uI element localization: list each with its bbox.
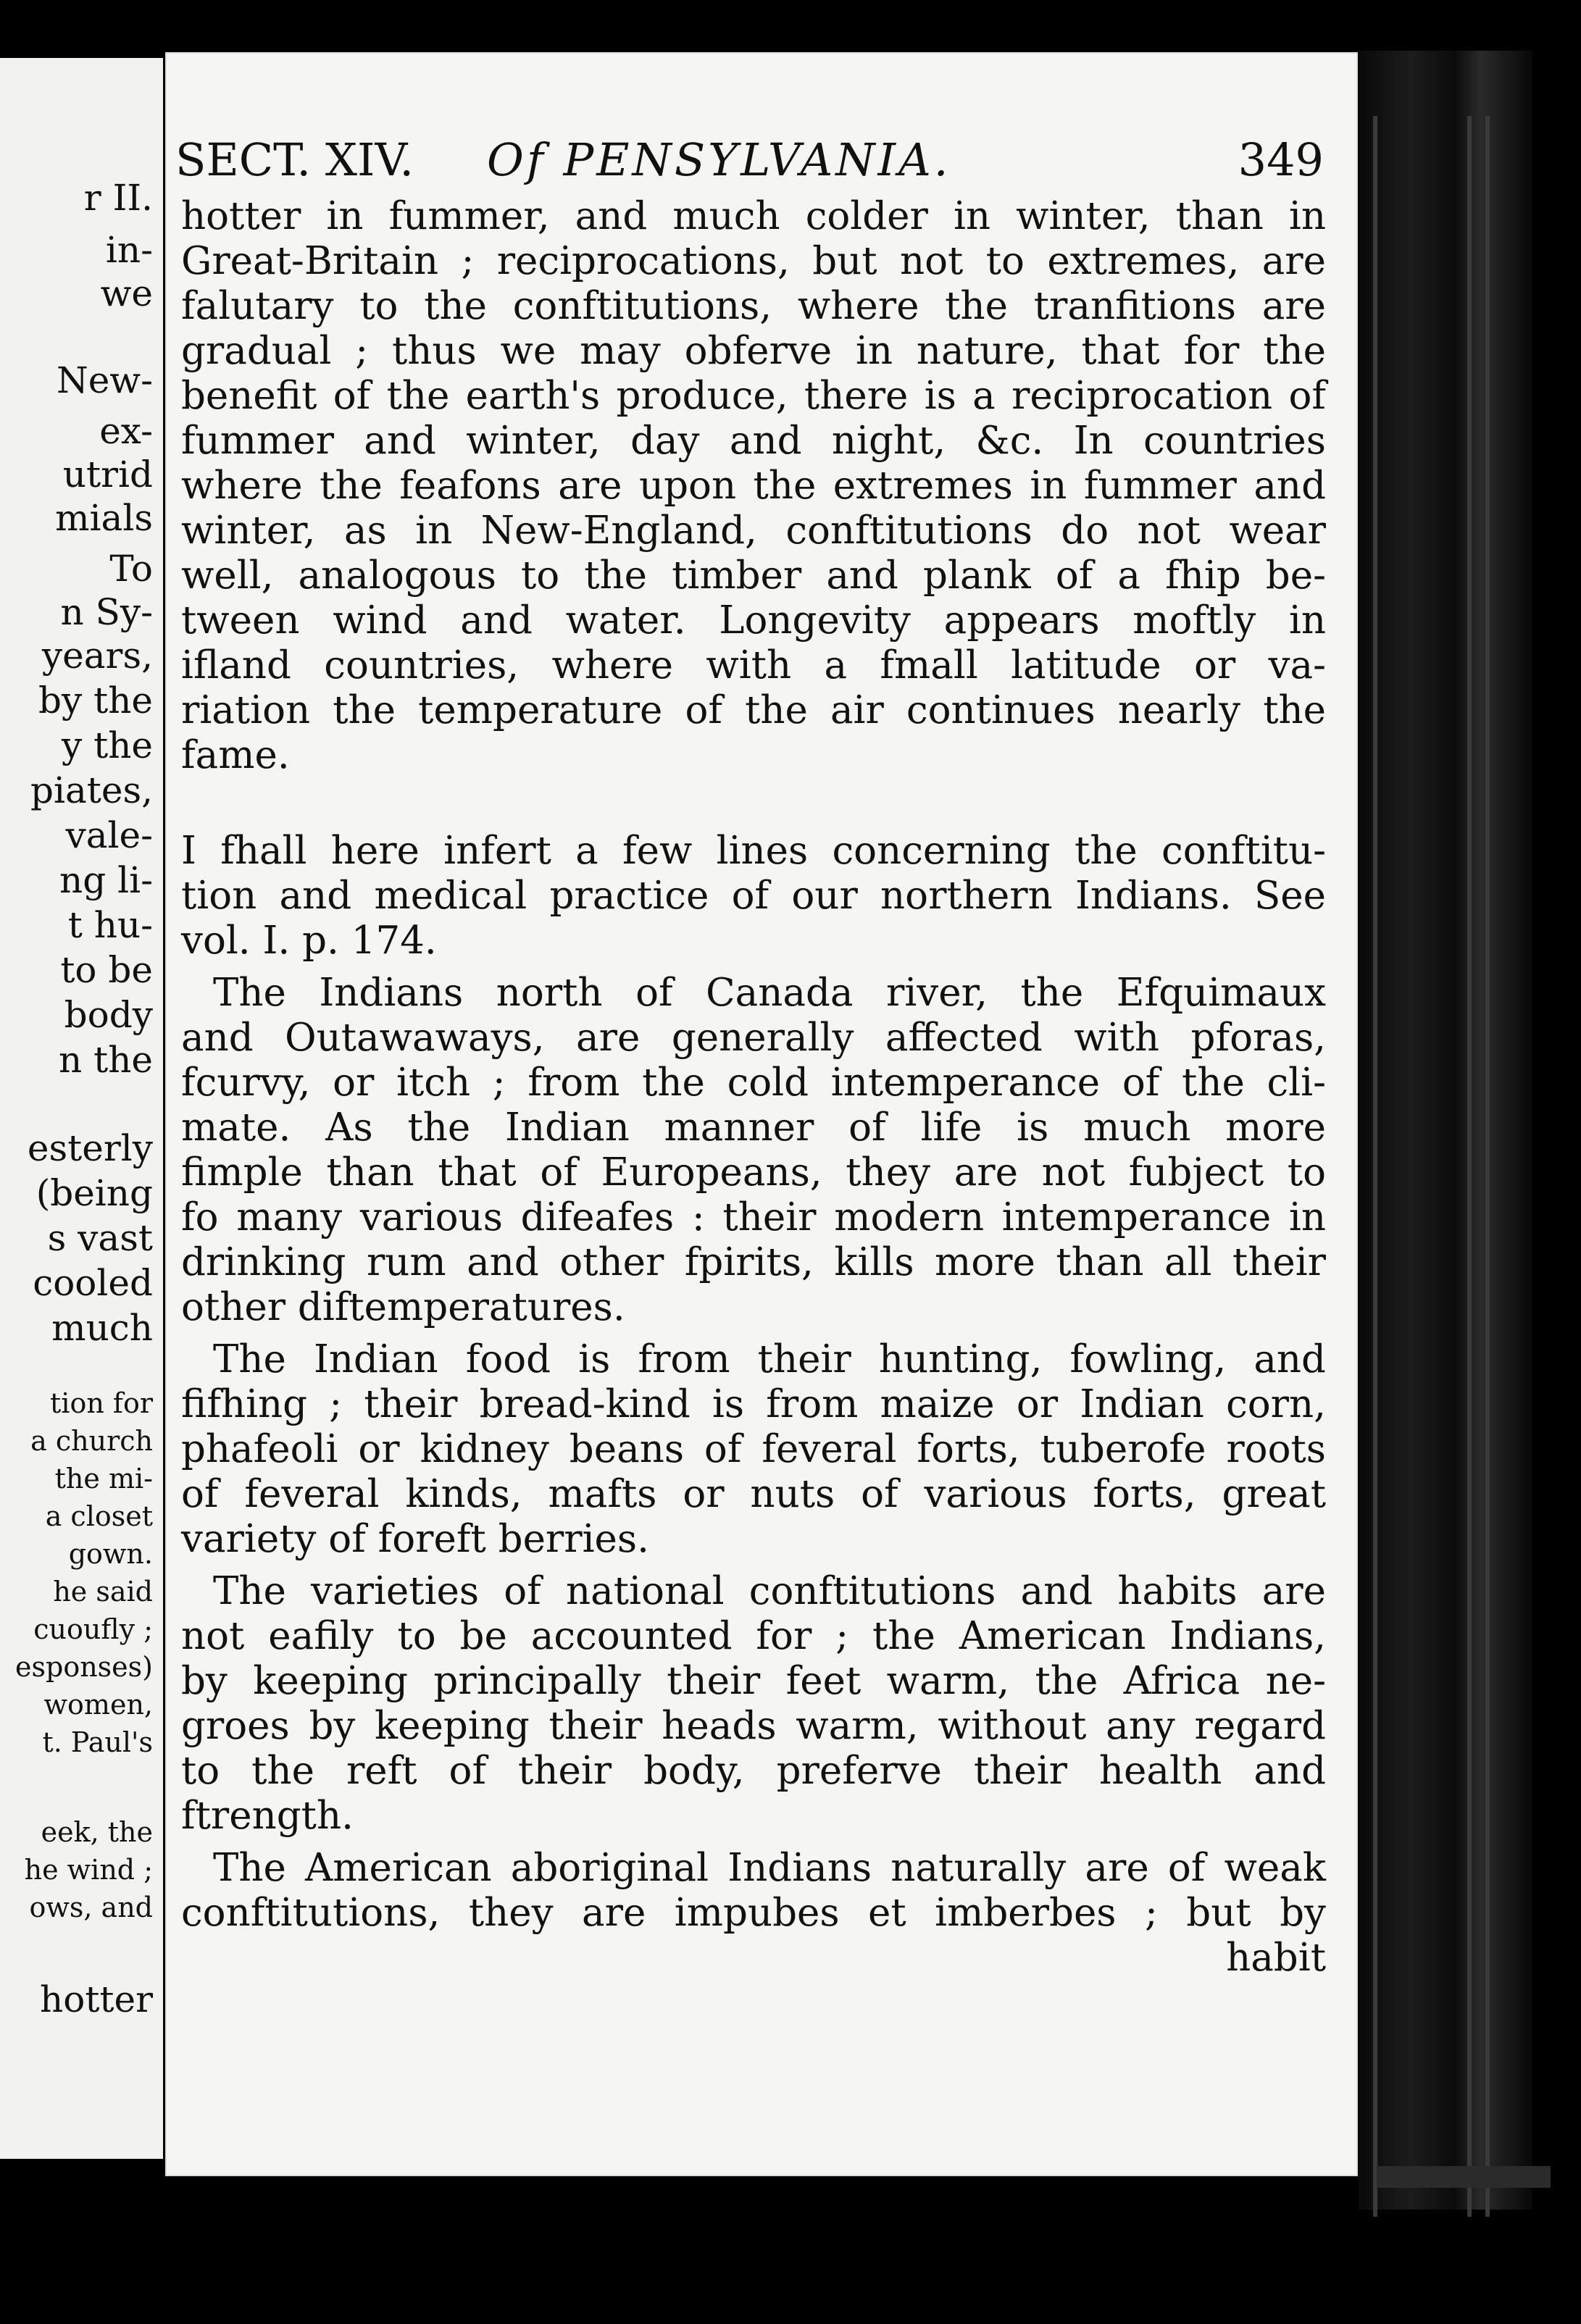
left-page-line: by the (38, 680, 153, 722)
left-page-line: piates, (30, 769, 153, 811)
text-line: fcurvy, or itch ; from the cold intemperance of the cli- (181, 1061, 1326, 1105)
left-page-line: the mi- (54, 1463, 153, 1495)
left-page-line: in- (105, 229, 153, 271)
text-line: ftrength. (181, 1794, 354, 1838)
left-page-line: he said (53, 1576, 153, 1608)
text-line: hotter in fummer, and much colder in winter, than in (181, 194, 1326, 238)
text-line: groes by keeping their heads warm, without any regard (181, 1704, 1326, 1748)
left-page-line: a church (30, 1425, 153, 1457)
text-line: vol. I. p. 174. (181, 919, 437, 963)
left-page-line: body (64, 994, 153, 1036)
book-page (165, 52, 1358, 2176)
text-line: fifhing ; their bread-kind is from maize or Indian corn, (181, 1382, 1326, 1426)
text-line: The American aboriginal Indians naturally are of weak (213, 1846, 1326, 1890)
left-facing-page (0, 58, 163, 2159)
left-page-line: n Sy- (60, 591, 153, 633)
text-line: tween wind and water. Longevity appears moftly in (181, 598, 1326, 643)
text-line: variety of foreft berries. (181, 1517, 649, 1561)
left-page-line: gown. (68, 1538, 153, 1570)
text-line: mate. As the Indian manner of life is much more (181, 1105, 1326, 1150)
left-page-line: t hu- (67, 904, 153, 946)
left-page-line: a closet (45, 1500, 153, 1532)
left-page-line: To (109, 548, 153, 590)
left-page-catchword: hotter (40, 1978, 153, 2020)
left-page-line: ng li- (59, 859, 153, 901)
text-line: by keeping principally their feet warm, the Africa ne- (181, 1659, 1326, 1703)
text-line: well, analogous to the timber and plank of a fhip be- (181, 553, 1326, 598)
text-line: fame. (181, 733, 290, 777)
left-page-line: cooled (33, 1262, 153, 1304)
left-page-line: eek, the (41, 1816, 153, 1848)
left-page-line: we (100, 272, 153, 314)
text-line: other diftemperatures. (181, 1285, 625, 1329)
left-page-line: y the (61, 724, 153, 766)
left-page-line: he wind ; (24, 1854, 153, 1886)
left-page-line: years, (41, 635, 153, 677)
text-line: conftitutions, they are impubes et imberbes ; but by (181, 1891, 1326, 1935)
text-line: where the feafons are upon the extremes in fummer and (181, 464, 1326, 508)
left-page-line: s vast (47, 1217, 153, 1259)
text-line: tion and medical practice of our northern Indians. See (181, 874, 1326, 918)
text-line: benefit of the earth's produce, there is a reciprocation of (181, 374, 1326, 418)
left-page-line: vale- (65, 814, 153, 856)
left-page-line: esponses) (15, 1651, 153, 1683)
text-line: The varieties of national conftitutions and habits are (213, 1569, 1326, 1613)
text-line: Great-Britain ; reciprocations, but not to extremes, are (181, 239, 1326, 283)
text-line: The Indian food is from their hunting, fowling, and (213, 1337, 1326, 1382)
left-page-line: much (51, 1307, 153, 1349)
text-line: phafeoli or kidney beans of feveral forts, tuberofe roots (181, 1427, 1326, 1471)
page-edge-stripe (1467, 116, 1472, 2217)
left-page-line: ex- (99, 410, 153, 452)
left-page-line: t. Paul's (42, 1726, 153, 1758)
catchword: habit (1226, 1936, 1326, 1980)
text-line: not eafily to be accounted for ; the American Indians, (181, 1614, 1326, 1658)
left-page-line: esterly (27, 1127, 153, 1169)
text-line: to the reft of their body, preferve their health and (181, 1749, 1326, 1793)
left-page-line: women, (43, 1689, 153, 1721)
running-title: Of PENSYLVANIA. (487, 133, 951, 186)
text-line: fimple than that of Europeans, they are not fubject to (181, 1150, 1326, 1195)
text-line: The Indians north of Canada river, the Efquimaux (213, 971, 1326, 1015)
text-line: drinking rum and other fpirits, kills more than all their (181, 1240, 1326, 1284)
left-page-line: cuoufly ; (33, 1613, 153, 1645)
section-label: SECT. XIV. (175, 133, 414, 186)
left-page-line: ows, and (29, 1892, 153, 1923)
text-line: fummer and winter, day and night, &c. In countries (181, 419, 1326, 463)
left-page-line: New- (56, 359, 153, 401)
page-edge-stripe (1373, 116, 1377, 2217)
page-number: 349 (1238, 133, 1324, 186)
left-page-line: r II. (83, 177, 153, 219)
left-page-line: utrid (62, 453, 153, 496)
text-line: ifland countries, where with a fmall latitude or va- (181, 643, 1326, 687)
book-edge (1359, 51, 1532, 2210)
book-edge-bottom (1377, 2166, 1551, 2188)
text-line: falutary to the conftitutions, where the tranfitions are (181, 284, 1326, 328)
text-line: fo many various difeafes : their modern intemperance in (181, 1195, 1326, 1240)
text-line: and Outawaways, are generally affected with pforas, (181, 1016, 1326, 1060)
text-line: riation the temperature of the air continues nearly the (181, 688, 1326, 732)
left-page-line: (being (36, 1172, 153, 1214)
left-page-line: tion for (50, 1387, 153, 1419)
text-line: winter, as in New-England, conftitutions do not wear (181, 509, 1326, 553)
text-line: gradual ; thus we may obferve in nature, that for the (181, 329, 1326, 373)
page-edge-stripe (1485, 116, 1490, 2217)
left-page-line: n the (59, 1039, 153, 1081)
left-page-line: to be (60, 949, 153, 991)
left-page-line: mials (55, 497, 153, 539)
text-line: of feveral kinds, mafts or nuts of various forts, great (181, 1472, 1326, 1516)
text-line: I fhall here infert a few lines concerning the conftitu- (181, 829, 1326, 873)
